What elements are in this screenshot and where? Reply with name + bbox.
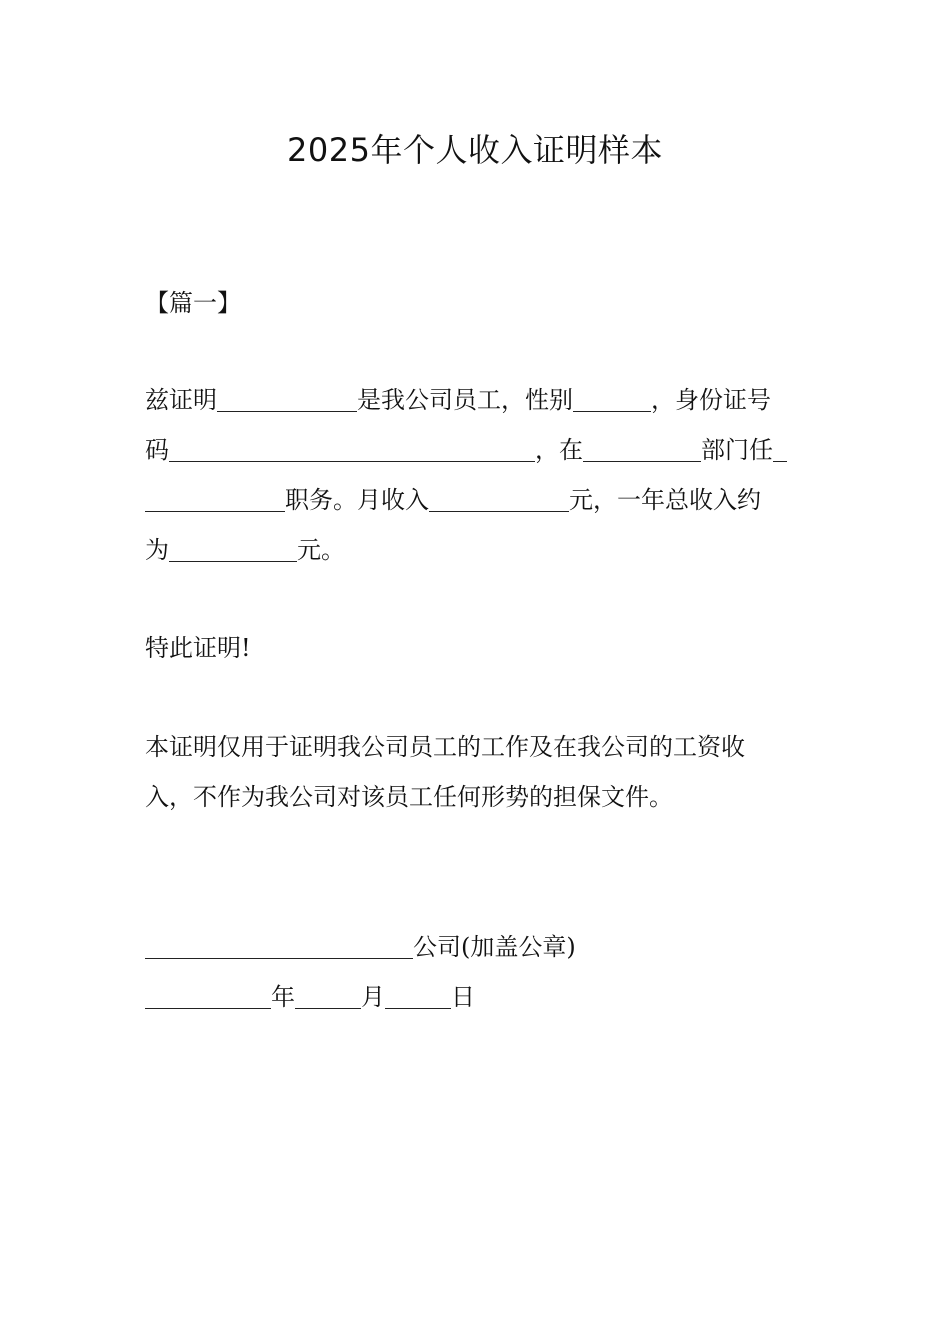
blank-year [145, 978, 271, 1009]
text-employee-gender: 是我公司员工，性别 [357, 386, 573, 414]
certificate-line-2 [145, 425, 805, 475]
year-label: 年 [271, 983, 295, 1011]
certificate-line-1 [145, 375, 805, 425]
disclaimer-line-2: 入，不作为我公司对该员工任何形势的担保文件。 [145, 783, 673, 811]
certificate-line-3 [145, 475, 805, 525]
text-yuan: 元。 [297, 536, 345, 564]
company-seal-label: 公司(加盖公章) [413, 933, 576, 961]
text-id-number: ，身份证号 [651, 386, 771, 414]
text-code: 码 [145, 436, 169, 464]
text-department-position: 部门任 [701, 436, 773, 464]
blank-company-name [145, 928, 413, 959]
disclaimer-line-1: 本证明仅用于证明我公司员工的工作及在我公司的工资收 [145, 733, 745, 761]
blank-employee-name [217, 381, 357, 412]
disclaimer-paragraph [145, 722, 805, 822]
day-label: 日 [451, 983, 475, 1011]
month-label: 月 [361, 983, 385, 1011]
text-as: 为 [145, 536, 169, 564]
date-line [145, 972, 805, 1022]
blank-position-start [773, 431, 787, 462]
blank-id-number [169, 431, 535, 462]
text-annual-income: 元，一年总收入约 [569, 486, 761, 514]
blank-position [145, 481, 285, 512]
blank-monthly-income [429, 481, 569, 512]
blank-day [385, 978, 451, 1009]
blank-gender [573, 381, 651, 412]
blank-annual-income [169, 531, 297, 562]
company-seal-line [145, 922, 805, 972]
text-certify: 兹证明 [145, 386, 217, 414]
text-monthly-income: 职务。月收入 [285, 486, 429, 514]
signature-block [145, 922, 805, 1022]
certificate-line-4 [145, 525, 805, 575]
certificate-paragraph [145, 375, 805, 575]
closing-statement: 特此证明! [145, 634, 251, 662]
blank-department [583, 431, 701, 462]
document-title: 2025年个人收入证明样本 [287, 131, 663, 169]
text-at: ，在 [535, 436, 583, 464]
blank-month [295, 978, 361, 1009]
section-label: 【篇一】 [145, 289, 241, 317]
